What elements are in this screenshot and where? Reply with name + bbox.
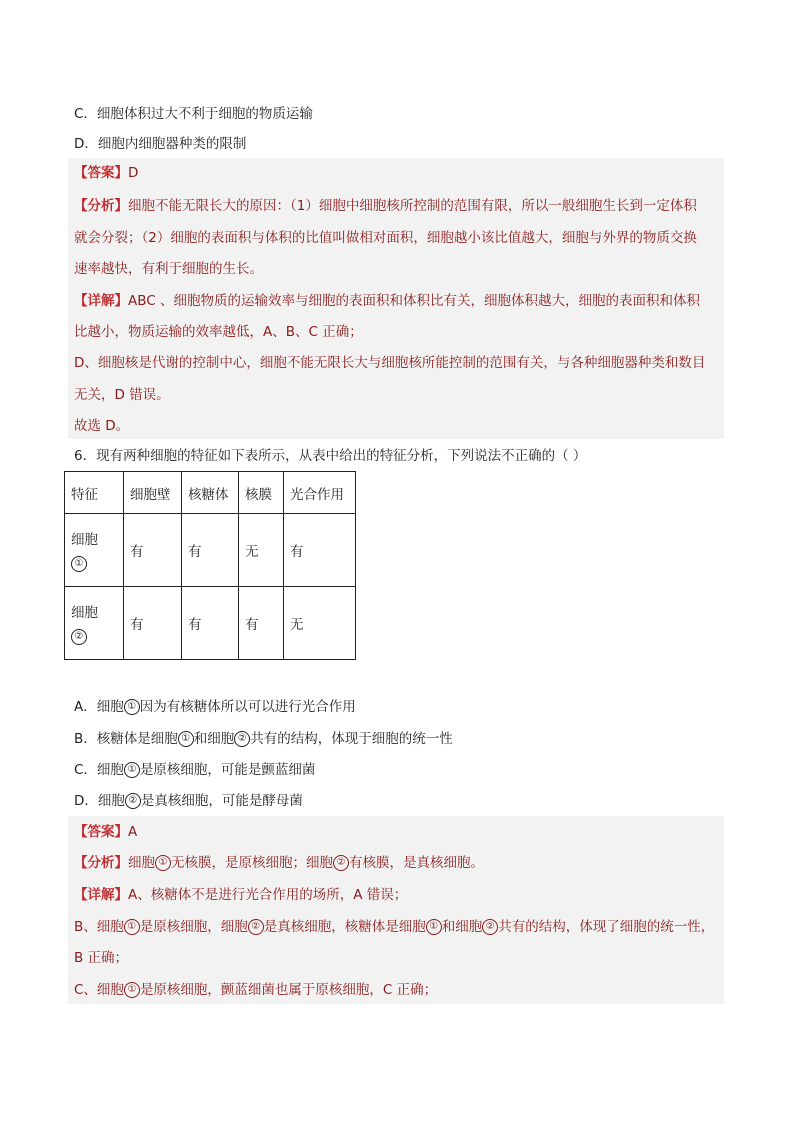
q5-detail-line-4: 无关，D 错误。 bbox=[74, 387, 170, 403]
text: 是原核细胞，可能是颤蓝细菌 bbox=[139, 762, 316, 778]
q6-option-d bbox=[74, 791, 303, 811]
answer-tag: 【答案】 bbox=[74, 165, 128, 181]
text: 无核膜，是原核细胞；细胞 bbox=[171, 855, 333, 871]
text: 是真核细胞，可能是酵母菌 bbox=[140, 793, 303, 809]
answer-tag: 【答案】 bbox=[74, 824, 128, 840]
circled-number: ② bbox=[248, 919, 264, 935]
detail-text: ABC 、细胞物质的运输效率与细胞的表面积和体积比有关，细胞体积越大，细胞的表面积和体积 bbox=[128, 293, 700, 309]
q6-answer bbox=[74, 822, 137, 842]
circled-number: ① bbox=[155, 855, 171, 871]
text: C、细胞 bbox=[74, 982, 124, 998]
text: A、核糖体不是进行光合作用的场所，A 错误； bbox=[128, 887, 408, 903]
q6-option-a bbox=[74, 697, 356, 717]
q5-detail-line-1 bbox=[74, 291, 700, 311]
table-row bbox=[65, 514, 356, 587]
circled-number: ① bbox=[124, 919, 140, 935]
text: 是真核细胞，核糖体是细胞 bbox=[263, 919, 426, 935]
table-header: 特征 bbox=[65, 472, 124, 514]
q6-stem: 6．现有两种细胞的特征如下表所示，从表中给出的特征分析，下列说法不正确的（ ） bbox=[74, 448, 587, 464]
text: 共有的结构，体现于细胞的统一性 bbox=[250, 731, 453, 747]
text: 细胞 bbox=[128, 855, 155, 871]
row-label-name: 细胞 bbox=[71, 605, 98, 621]
circled-number: ② bbox=[71, 629, 87, 645]
circled-number: ① bbox=[124, 762, 140, 778]
text: 共有的结构，体现了细胞的统一性， bbox=[498, 919, 715, 935]
table-cell: 无 bbox=[284, 587, 356, 660]
q5-detail-line-3: D、细胞核是代谢的控制中心，细胞不能无限长大与细胞核所能控制的范围有关，与各种细胞器种类和数目 bbox=[74, 355, 706, 371]
text: 因为有核糖体所以可以进行光合作用 bbox=[139, 699, 356, 715]
table-row bbox=[65, 587, 356, 660]
detail-tag: 【详解】 bbox=[74, 293, 128, 309]
detail-tag: 【详解】 bbox=[74, 887, 128, 903]
row-label-name: 细胞 bbox=[71, 532, 98, 548]
text: 有核膜，是真核细胞。 bbox=[349, 855, 484, 871]
q5-analysis-line-3: 速率越快，有利于细胞的生长。 bbox=[74, 261, 263, 277]
answer-value: D bbox=[128, 165, 139, 181]
circled-number: ① bbox=[124, 982, 140, 998]
circled-number: ① bbox=[426, 919, 442, 935]
circled-number: ① bbox=[124, 699, 140, 715]
circled-number: ② bbox=[333, 855, 349, 871]
table-cell: 无 bbox=[239, 514, 284, 587]
row-label bbox=[65, 514, 124, 587]
q5-answer bbox=[74, 163, 138, 183]
q6-detail-line-3: B 正确； bbox=[74, 950, 129, 966]
q6-detail-line-1 bbox=[74, 885, 407, 905]
text: 和细胞 bbox=[193, 731, 235, 747]
analysis-tag: 【分析】 bbox=[74, 855, 128, 871]
q5-analysis-line-2: 就会分裂；（2）细胞的表面积与体积的比值叫做相对面积，细胞越小该比值越大，细胞与外界的物质交换 bbox=[74, 230, 697, 246]
text: C．细胞 bbox=[74, 762, 124, 778]
circled-number: ② bbox=[234, 731, 250, 747]
circled-number: ② bbox=[482, 919, 498, 935]
text: B、细胞 bbox=[74, 919, 124, 935]
table-cell: 有 bbox=[124, 587, 182, 660]
table-cell: 有 bbox=[239, 587, 284, 660]
option-d: D．细胞内细胞器种类的限制 bbox=[74, 136, 247, 152]
table-header: 光合作用 bbox=[284, 472, 356, 514]
answer-value: A bbox=[128, 824, 138, 840]
feature-table bbox=[64, 471, 356, 660]
q6-analysis bbox=[74, 853, 484, 873]
text: 是原核细胞，颤蓝细菌也属于原核细胞，C 正确； bbox=[139, 982, 438, 998]
table-header: 核膜 bbox=[239, 472, 284, 514]
circled-number: ① bbox=[178, 731, 194, 747]
option-c: C．细胞体积过大不利于细胞的物质运输 bbox=[74, 106, 313, 122]
analysis-tag: 【分析】 bbox=[74, 198, 128, 214]
circled-number: ① bbox=[71, 556, 87, 572]
analysis-text: 细胞不能无限长大的原因：（1）细胞中细胞核所控制的范围有限，所以一般细胞生长到一定体积 bbox=[128, 198, 697, 214]
q6-detail-line-4 bbox=[74, 980, 437, 1000]
table-header-row bbox=[65, 472, 356, 514]
circled-number: ② bbox=[125, 793, 141, 809]
text: 是原核细胞，细胞 bbox=[139, 919, 248, 935]
q5-detail-line-2: 比越小，物质运输的效率越低，A、B、C 正确； bbox=[74, 324, 363, 340]
q5-detail-line-5: 故选 D。 bbox=[74, 418, 130, 434]
table-cell: 有 bbox=[182, 587, 239, 660]
q6-detail-line-2 bbox=[74, 917, 714, 937]
text: A．细胞 bbox=[74, 699, 124, 715]
table-header: 核糖体 bbox=[182, 472, 239, 514]
q6-option-b bbox=[74, 729, 453, 749]
text: 和细胞 bbox=[441, 919, 483, 935]
row-label bbox=[65, 587, 124, 660]
table-header: 细胞壁 bbox=[124, 472, 182, 514]
q6-explanation-block bbox=[68, 816, 724, 1004]
table-cell: 有 bbox=[284, 514, 356, 587]
q5-analysis-line-1 bbox=[74, 196, 697, 216]
q6-option-c bbox=[74, 760, 315, 780]
text: B．核糖体是细胞 bbox=[74, 731, 178, 747]
table-cell: 有 bbox=[182, 514, 239, 587]
text: D．细胞 bbox=[74, 793, 125, 809]
table-cell: 有 bbox=[124, 514, 182, 587]
